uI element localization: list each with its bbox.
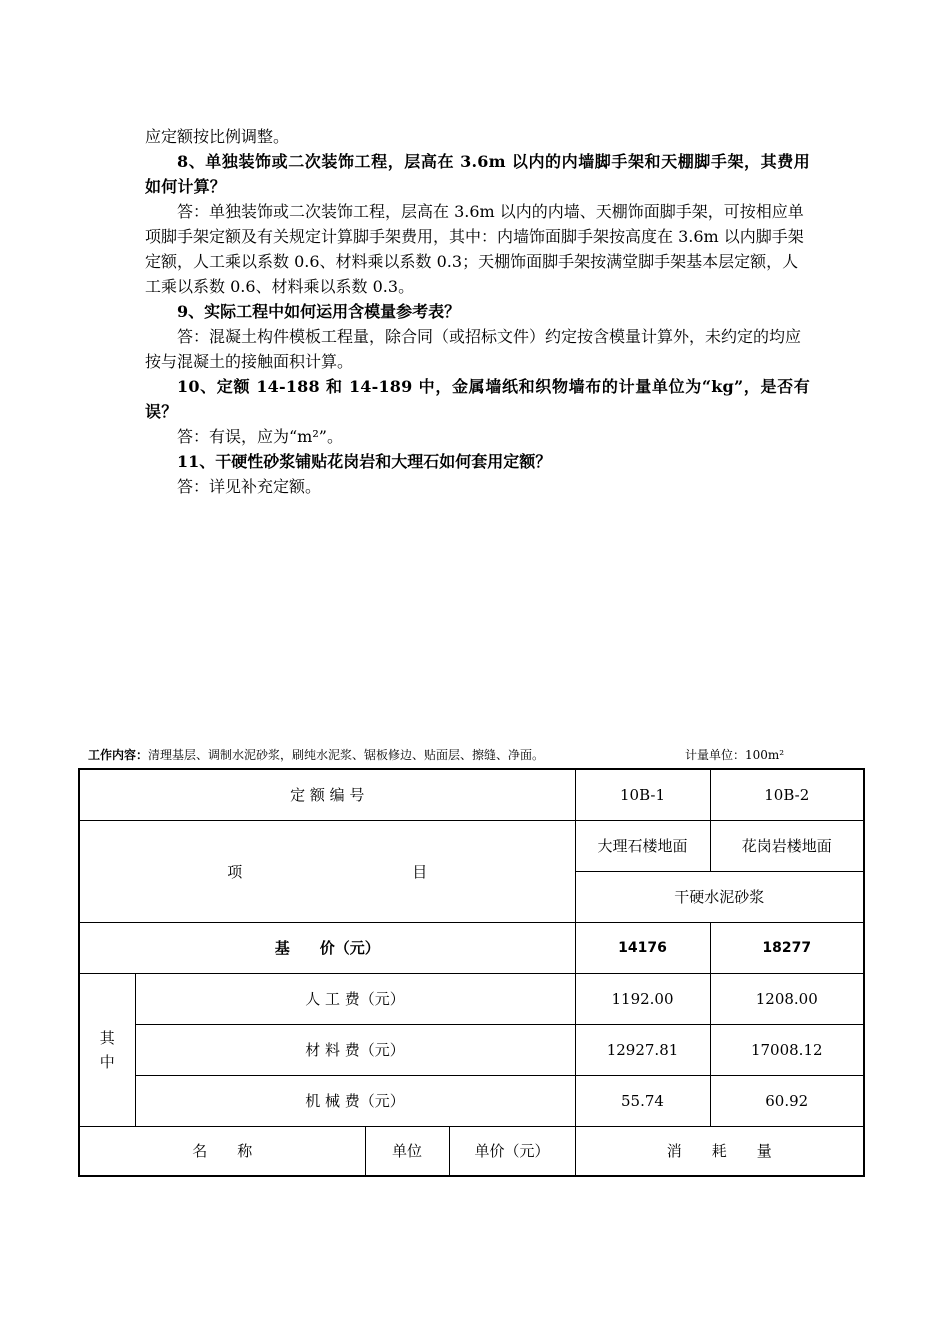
table-row — [79, 922, 864, 973]
answer-8: 答：单独装饰或二次装饰工程，层高在 3.6m 以内的内墙、天棚饰面脚手架，可按相应单项脚手架定额及有关规定计算脚手架费用，其中：内墙饰面脚手架按高度在 3.6m 以内脚手架定额，人工乘以系数 0.6、材料乘以系数 0.3；天棚饰面脚手架按满堂脚手架基本层定额，人工乘以系数 0.6、材料乘以系数 0.3。 — [145, 202, 804, 296]
question-8: 8、单独装饰或二次装饰工程，层高在 3.6m 以内的内墙脚手架和天棚脚手架，其费用如何计算？ — [145, 152, 810, 196]
table-row — [79, 1075, 864, 1126]
table-caption — [88, 744, 868, 766]
work-content — [88, 746, 544, 763]
col-unit: 单位 — [365, 1126, 449, 1176]
answer-9: 答：混凝土构件模板工程量，除合同（或招标文件）约定按含模量计算外，未约定的均应按与混凝土的接触面积计算。 — [145, 327, 802, 371]
col-unit-price: 单价（元） — [449, 1126, 575, 1176]
answer-10: 答：有误，应为“m²”。 — [177, 427, 343, 446]
item-label-cell — [79, 820, 575, 922]
material-10b-1: 12927.81 — [575, 1024, 710, 1075]
measure-unit: 计量单位：100m² — [685, 748, 785, 762]
among-label-1: 其 — [99, 1028, 115, 1047]
work-content-text: 清理基层、调制水泥砂浆，刷纯水泥浆、锯板修边、贴面层、擦缝、净面。 — [148, 748, 545, 762]
paragraph-continuation: 应定额按比例调整。 — [145, 127, 290, 146]
among-label — [79, 973, 135, 1126]
base-price-10b-1: 14176 — [575, 922, 710, 973]
mortar-type: 干硬水泥砂浆 — [575, 871, 864, 922]
item-label-right: 目 — [412, 862, 428, 881]
material-10b-2: 17008.12 — [710, 1024, 864, 1075]
table-row — [79, 973, 864, 1024]
table-row — [79, 769, 864, 820]
table-row — [79, 1126, 864, 1176]
machine-label: 机 械 费（元） — [135, 1075, 575, 1126]
item-granite: 花岗岩楼地面 — [710, 820, 864, 871]
document-body — [145, 124, 810, 499]
work-content-label: 工作内容： — [88, 748, 149, 762]
col-consumption: 消 耗 量 — [575, 1126, 864, 1176]
item-label-left: 项 — [227, 862, 243, 881]
answer-11: 答：详见补充定额。 — [177, 477, 322, 496]
question-9: 9、实际工程中如何运用含模量参考表？ — [177, 302, 461, 321]
labor-label: 人 工 费（元） — [135, 973, 575, 1024]
code-label: 定 额 编 号 — [79, 769, 575, 820]
labor-10b-2: 1208.00 — [710, 973, 864, 1024]
table-row — [79, 820, 864, 871]
base-price-10b-2: 18277 — [710, 922, 864, 973]
col-name: 名 称 — [79, 1126, 365, 1176]
labor-10b-1: 1192.00 — [575, 973, 710, 1024]
machine-10b-2: 60.92 — [710, 1075, 864, 1126]
question-11: 11、干硬性砂浆铺贴花岗岩和大理石如何套用定额？ — [177, 452, 552, 471]
base-price-label: 基 价（元） — [79, 922, 575, 973]
code-10b-2: 10B-2 — [710, 769, 864, 820]
table-row — [79, 1024, 864, 1075]
machine-10b-1: 55.74 — [575, 1075, 710, 1126]
material-label: 材 料 费（元） — [135, 1024, 575, 1075]
item-marble: 大理石楼地面 — [575, 820, 710, 871]
quota-table — [78, 768, 865, 1177]
among-label-2: 中 — [99, 1052, 115, 1071]
code-10b-1: 10B-1 — [575, 769, 710, 820]
question-10: 10、定额 14-188 和 14-189 中，金属墙纸和织物墙布的计量单位为“kg”，是否有误？ — [145, 377, 810, 421]
